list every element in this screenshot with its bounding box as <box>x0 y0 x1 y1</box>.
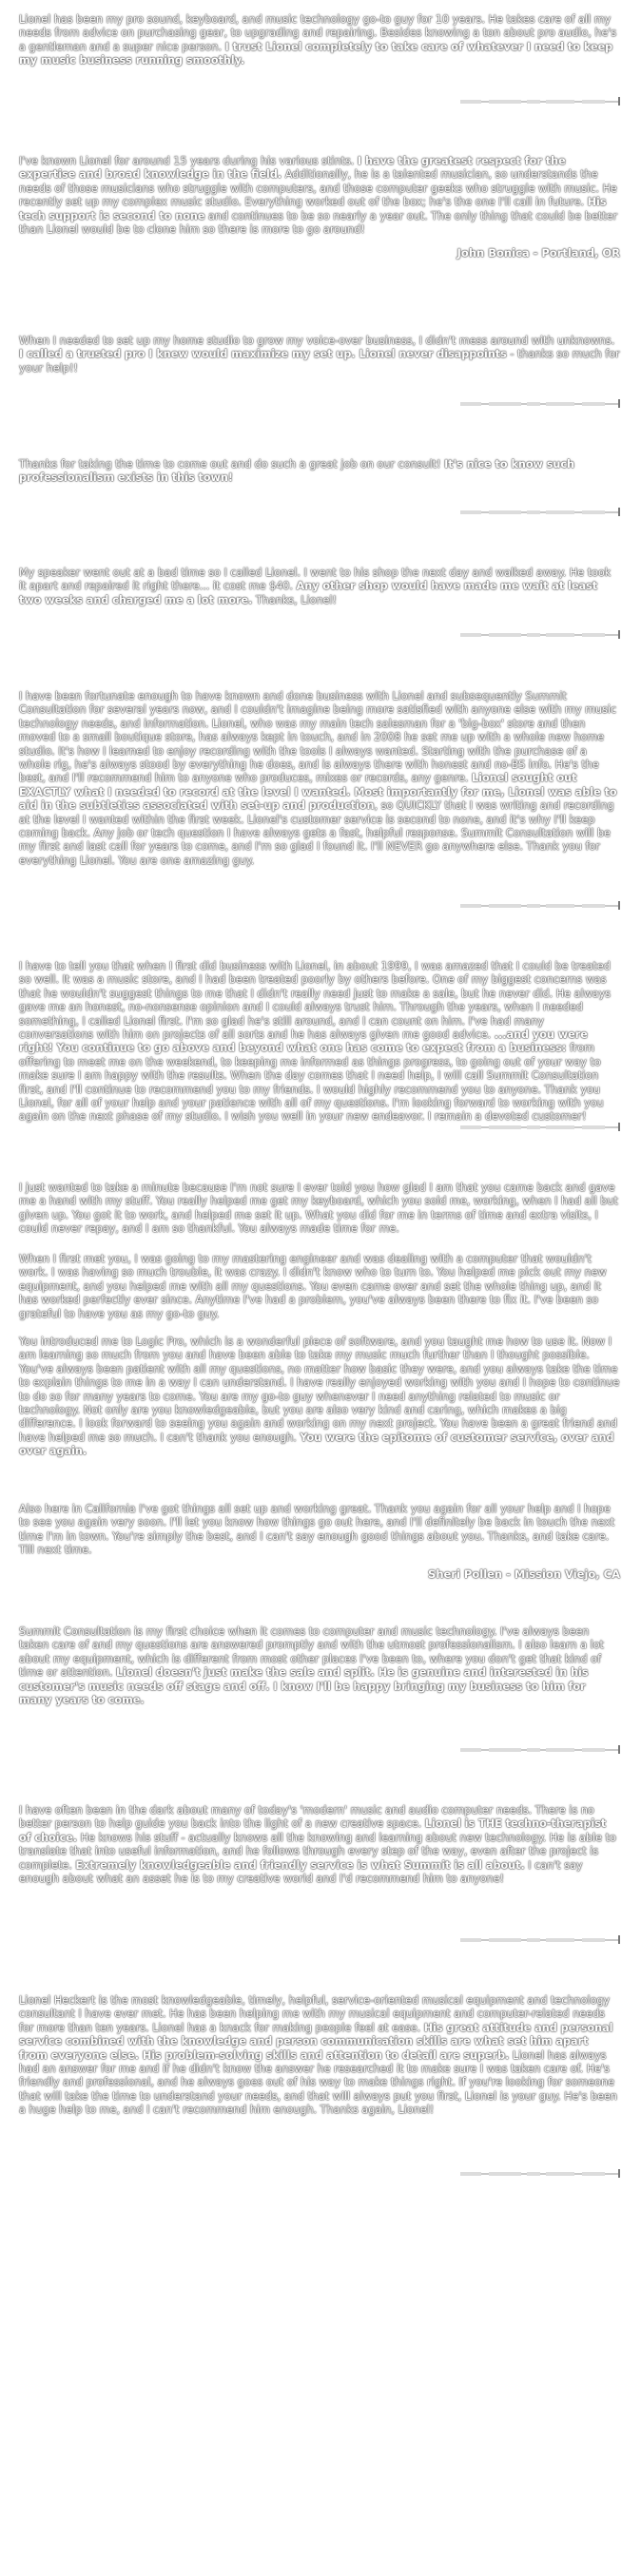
testimonial-highlight: I called a trusted pro I knew would maximize my set up. Lionel never disappoints <box>19 348 507 361</box>
testimonial <box>19 960 620 1125</box>
testimonial-text <box>19 1503 620 1558</box>
testimonial <box>19 1994 620 2118</box>
testimonial-fragment: My speaker went out at a bad time so I called Lionel. I went to his shop the next day and walked away. He took it apart and repaired it right there... it cost me $40. <box>19 567 612 593</box>
testimonial-highlight: It's nice to know such professionalism exists in this town! <box>19 458 574 485</box>
testimonial <box>19 1336 620 1459</box>
testimonial-text <box>19 1994 620 2118</box>
testimonial-divider <box>460 97 620 106</box>
testimonial-text <box>19 1182 620 1237</box>
testimonial-text <box>19 1625 620 1707</box>
testimonial-highlight: ...and you were right! You continue to go above and beyond what one has come to expect from a business: <box>19 1028 588 1055</box>
testimonial-fragment: and continues to be so nearly a year out. The only thing that could be better than Lionel would be to clone him so there is more to go around! <box>19 209 618 237</box>
testimonial-text <box>19 1336 620 1459</box>
testimonial-divider <box>460 630 620 639</box>
testimonial-fragment: He knows his stuff - actually knows all the knowing and learning about new technology. He is able to translate that into useful information, and he follows through every step of the way, even after the project is complete. <box>19 1831 616 1872</box>
testimonial-fragment: Additionally, he is a talented musician, so understands the needs of those musicians who struggle with computers, and those computer geeks who struggle with music. He recently set up my complex music studio. Everything worked out of the box; he's the one I'll call in future. <box>19 168 617 209</box>
testimonial-divider <box>460 2169 620 2178</box>
testimonial-divider <box>460 508 620 516</box>
testimonial-fragment: Also here in California I've got things all set up and working great. Thank you again for all your help and I hope to see you again very soon. I'll let you know how things go out here, and I'll definitely be back in touch the next time I'm in town. You're simply the best, and I can't say enough good things about you. Thanks, and take care. Till next time. <box>19 1503 615 1557</box>
testimonial-fragment: I have been fortunate enough to have known and done business with Lionel and subsequently Summit Consultation for several years now, and I couldn't imagine being more satisfied with anyone else with my music technology needs, and information. Lionel, who was my main tech salesman for a 'big-box' store and then moved to a small boutique store, has always kept in touch, and in 2008 he set me up with a whole new home studio. It's how I learned to enjoy recording with the tools I always wanted. Starting with the purchase of a whole rig, he's always stood by everything he does, and is always there with honest and no-BS info. He's the best, and I'll recommend him to anyone who produces, mixes or records, any genre. <box>19 690 617 785</box>
testimonial-highlight: You were the epitome of customer service, over and over again. <box>19 1431 614 1458</box>
testimonial <box>19 1625 620 1707</box>
testimonial-highlight: I trust Lionel completely to take care of whatever I need to keep my music business running smoothly. <box>19 40 613 67</box>
testimonial-fragment: I just wanted to take a minute because I'm not sure I ever told you how glad I am that you came back and gave me a hand with my stuff. You really helped me get my keyboard, which you sold me, working, when I had all but given up. You got it to work, and helped me set it up. What you did for me in terms of time and extra visits, I could never repay, and I am so thankful. You always made time for me. <box>19 1182 618 1236</box>
testimonial <box>19 335 620 375</box>
testimonial-highlight: I have the greatest respect for the expertise and broad knowledge in the field. <box>19 155 566 182</box>
testimonial-fragment: Lionel has been my pro sound, keyboard, and music technology go-to guy for 10 years. He takes care of all my needs from advice on purchasing gear, to upgrading and repairing. Besides knowing a ton about pro audio, he's a gentleman and a super nice person. <box>19 13 617 53</box>
testimonial-fragment: I have often been in the dark about many of today's 'modern' music and audio computer needs. There is no better person to help guide you back into the light of a new creative space. <box>19 1804 594 1831</box>
testimonial-fragment: I've known Lionel for around 15 years during his various stints. <box>19 155 358 167</box>
testimonial-text <box>19 567 620 607</box>
testimonial-text <box>19 960 620 1125</box>
testimonial-highlight: Extremely knowledgeable and friendly service is what Summit is all about. <box>75 1858 525 1872</box>
testimonial <box>19 13 620 68</box>
testimonial <box>19 458 620 486</box>
testimonial-fragment: I can't say enough about what an asset he is to my creative world and I'd recommend him to anyone! <box>19 1858 583 1886</box>
testimonial-highlight: His tech support is second to none <box>19 196 607 222</box>
testimonial <box>19 690 620 868</box>
testimonial-highlight: His great attitude and personal service combined with the knowledge and person communication skills are what set him apart from everyone else. His problem-solving skills and attention to detail are superb. <box>19 2021 613 2062</box>
testimonial-divider <box>460 1745 620 1754</box>
testimonial-highlight: Lionel doesn't just make the sale and split. He is genuine and interested in his customer's music needs off stage and off. I know I'll be happy bringing my business to him for many years to come. <box>19 1666 589 1707</box>
testimonial-fragment: from offering to meet me on the weekend, to keeping me informed as things progress, to going out of your way to make sure I am happy with the results. When the day comes that I need help, I will call Summit Consultation first, and I'll continue to recommend you to my friends. I would highly recommend you to anyone. Thank you Lionel, for all of your help and your patience with all of my questions. I'm looking forward to working with you again on the next phase of my studio. I wish you well in your new endeavor. I remain a devoted customer! <box>19 1042 604 1124</box>
testimonial-author: Sheri Pollen - Mission Viejo, CA <box>428 1567 620 1581</box>
testimonial <box>19 1804 620 1886</box>
testimonial-text <box>19 690 620 868</box>
testimonial-fragment: Thanks, Lionel! <box>252 593 338 606</box>
testimonial-fragment: - thanks so much for your help!! <box>19 348 620 375</box>
testimonial <box>19 1182 620 1237</box>
testimonial-text <box>19 335 620 375</box>
testimonial-divider <box>460 901 620 910</box>
testimonial-author: John Bonica - Portland, OR <box>456 246 620 260</box>
testimonial-fragment: You introduced me to Logic Pro, which is a wonderful piece of software, and you taught me how to use it. Now I am learning so much from you and have been able to take my music much further than I thought possible. You've always been patient with all my questions, no matter how basic they were, and you always take the time to explain things to me in a way I can understand. I have really enjoyed working with you and I hope to continue to do so for many years to come. You are my go-to guy whenever I need anything related to music or technology. Not only are you knowledgeable, but you are also very kind and caring, which makes a big difference. I look forward to seeing you again and working on my next project. You have been a great friend and have helped me so much. I can't thank you enough. <box>19 1336 620 1444</box>
testimonial-divider <box>460 1123 620 1131</box>
testimonial-highlight: Any other shop would have made me wait at least two weeks and charged me a lot more. <box>19 580 598 606</box>
testimonial-text <box>19 13 620 68</box>
testimonial-divider <box>460 399 620 408</box>
testimonial-text <box>19 458 620 486</box>
testimonial-fragment: Lionel Heckert is the most knowledgeable, timely, helpful, service-oriented musical equipment and technology consultant I have ever met. He has been helping me with my musical equipment and computer-related needs for more than ten years. Lionel has a knack for making people feel at ease. <box>19 1994 611 2034</box>
testimonial-text <box>19 1804 620 1886</box>
testimonial-fragment: , so QUICKLY that I was writing and recording at the level I wanted within the first week. Lionel's customer service is second to none, and it's why I'll keep coming back. Any job or tech question I have always gets a fast, helpful response. Summit Consultation will be my first and last call for years to come, and I'm so glad I found it. I'll NEVER go anywhere else. Thank you for everything Lionel. You are one amazing guy. <box>19 799 614 867</box>
testimonial-fragment: When I needed to set up my home studio to grow my voice-over business, I didn't mess around with unknowns. <box>19 335 615 347</box>
testimonial <box>19 1503 620 1581</box>
testimonial <box>19 155 620 260</box>
testimonial-fragment: Summit Consultation is my first choice when it comes to computer and music technology. I've always been taken care of and my questions are answered promptly and with the utmost professionalism. I also learn a lot about my equipment, which is different from most other places I've been to, where you don't get that kind of time or attention. <box>19 1625 604 1680</box>
testimonial-divider <box>460 1935 620 1944</box>
testimonial-fragment: When I first met you, I was going to my mastering engineer and was dealing with a computer that wouldn't work. I was having so much trouble, it was crazy. I didn't know who to turn to. You helped me pick out my new equipment, and you helped me with all my questions. You even came over and set the whole thing up, and it has worked perfectly ever since. Anytime I've had a problem, you've always been there to fix it. I've been so grateful to have you as my go-to guy. <box>19 1253 607 1320</box>
testimonial-highlight: Lionel sought out EXACTLY what I needed to record at the level I wanted. Most importantly for me, Lionel was able to aid in the subtleties associated with set-up and production <box>19 772 617 813</box>
testimonial-text <box>19 1253 620 1321</box>
testimonial <box>19 1253 620 1321</box>
testimonial <box>19 567 620 607</box>
testimonial-fragment: I have to tell you that when I first did business with Lionel, in about 1999, I was amazed that I could be treated so well. It was a music store, and I had been treated poorly by others before. One of my biggest concerns was that he wouldn't suggest things to me that I didn't really need just to make a sale, but he never did. He always gave me an honest, no-nonsense opinion and I could always trust him. Through the years, when I needed something, I called Lionel first. I'm so glad he's still around, and I can count on him. I've had many conversations with him on projects of all sorts and he has always given me good advice. <box>19 960 612 1042</box>
testimonial-fragment: Lionel has always had an answer for me and if he didn't know the answer he researched it to make sure I was taken care of. He's friendly and professional, and he always goes out of his way to make things right. If you're looking for someone that will take the time to understand your needs, and that will always put you first, Lionel is your guy. He's been a huge help to me, and I can't recommend him enough. Thanks again, Lionel! <box>19 2048 617 2117</box>
testimonial-text <box>19 155 620 237</box>
testimonial-fragment: Thanks for taking the time to come out and do such a great job on our consult! <box>19 458 445 471</box>
testimonial-highlight: Lionel is THE techno-therapist of choice. <box>19 1817 607 1844</box>
